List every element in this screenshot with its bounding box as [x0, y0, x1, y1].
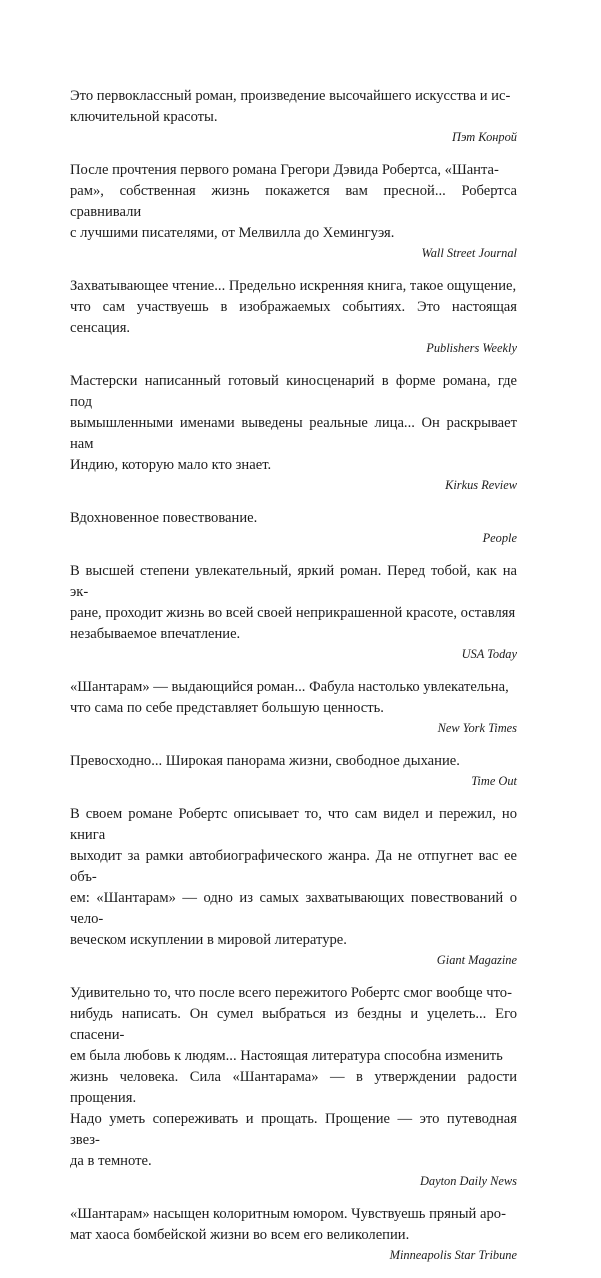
review-quote: После прочтения первого романа Грегори Дэвида Робертса, «Шанта- рам», собственная жизнь покажется вам пресной... Робертса сравнивали с лучшими писателями, от Мелвилла до Хемингуэя.	[70, 162, 517, 241]
review-source: New York Times	[437, 721, 517, 735]
review-blurb	[70, 1204, 517, 1264]
review-blurb	[70, 561, 517, 663]
review-source: People	[482, 531, 517, 545]
review-source: Minneapolis Star Tribune	[389, 1248, 517, 1262]
review-blurb	[70, 371, 517, 494]
review-quote: В высшей степени увлекательный, яркий роман. Перед тобой, как на эк- ране, проходит жизнь во всей своей неприкрашенной красоте, оставляя незабываемое впечатление.	[70, 563, 517, 642]
review-quote: «Шантарам» — выдающийся роман... Фабула настолько увлекательна, что сама по себе представляет большую ценность.	[70, 679, 509, 716]
review-blurb	[70, 160, 517, 262]
review-blurb	[70, 276, 517, 357]
review-source: Kirkus Review	[445, 478, 517, 492]
review-quote: В своем романе Робертс описывает то, что сам видел и пережил, но книга выходит за рамки автобиографического жанра. Да не отпугнет вас ее объ- ем: «Шантарам» — одно из самых захватывающих повествований о чело- веческом искуплении в мировой литературе.	[70, 806, 517, 948]
review-quote: Превосходно... Широкая панорама жизни, свободное дыхание.	[70, 753, 460, 769]
review-blurb	[70, 677, 517, 737]
review-source: Giant Magazine	[436, 953, 517, 967]
review-quote: Захватывающее чтение... Предельно искренняя книга, такое ощущение, что сам участвуешь в изображаемых событиях. Это настоящая сенсация.	[70, 278, 517, 336]
review-blurb	[70, 751, 517, 790]
review-blurb	[70, 983, 517, 1190]
review-blurb	[70, 86, 517, 146]
review-blurb	[70, 508, 517, 547]
review-quote: «Шантарам» насыщен колоритным юмором. Чувствуешь пряный аро- мат хаоса бомбейской жизни во всем его великолепии.	[70, 1206, 506, 1243]
review-source: Publishers Weekly	[426, 341, 517, 355]
review-source: USA Today	[461, 647, 517, 661]
review-source: Dayton Daily News	[419, 1174, 517, 1188]
review-quote: Это первоклассный роман, произведение высочайшего искусства и ис- ключительной красоты.	[70, 88, 511, 125]
reviews-page	[70, 86, 517, 1278]
review-quote: Удивительно то, что после всего пережитого Робертс смог вообще что- нибудь написать. Он сумел выбраться из бездны и уцелеть... Его спасени- ем была любовь к людям... Настоящая литература способна изменить жизнь человека. Сила «Шантарама» — в утверждении радости прощения. Надо уметь сопереживать и прощать. Прощение — это путеводная звез- да в темноте.	[70, 985, 517, 1169]
review-source: Wall Street Journal	[421, 246, 517, 260]
review-source: Time Out	[471, 774, 517, 788]
review-quote: Мастерски написанный готовый киносценарий в форме романа, где под вымышленными именами выведены реальные лица... Он раскрывает нам Индию, которую мало кто знает.	[70, 373, 517, 473]
review-quote: Вдохновенное повествование.	[70, 510, 258, 526]
review-blurb	[70, 804, 517, 969]
review-source: Пэт Конрой	[452, 130, 517, 144]
